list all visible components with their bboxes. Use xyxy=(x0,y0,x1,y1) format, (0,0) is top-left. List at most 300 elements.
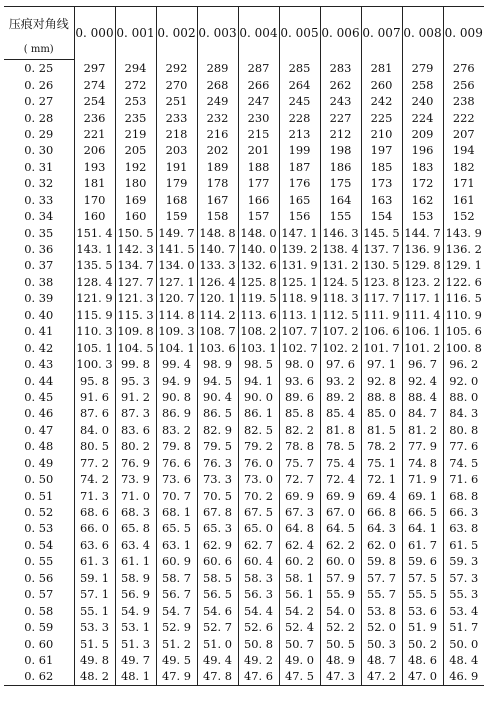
table-row xyxy=(4,290,484,306)
hardness-value: 72. 1 xyxy=(361,471,402,487)
column-header: 0. 008 xyxy=(402,7,443,60)
hardness-value: 76. 3 xyxy=(197,455,238,471)
hardness-value: 57. 3 xyxy=(443,570,484,586)
column-header: 0. 006 xyxy=(320,7,361,60)
hardness-value: 207 xyxy=(443,126,484,142)
hardness-value: 68. 6 xyxy=(74,504,115,520)
hardness-value: 108. 7 xyxy=(197,323,238,339)
hardness-value: 130. 5 xyxy=(361,257,402,273)
hardness-value: 64. 8 xyxy=(279,520,320,536)
hardness-value: 107. 7 xyxy=(279,323,320,339)
hardness-value: 111. 4 xyxy=(402,307,443,323)
table-row xyxy=(4,126,484,142)
hardness-value: 272 xyxy=(115,76,156,92)
hardness-value: 51. 9 xyxy=(402,619,443,635)
hardness-value: 50. 2 xyxy=(402,635,443,651)
hardness-value: 100. 3 xyxy=(74,356,115,372)
hardness-value: 196 xyxy=(402,142,443,158)
hardness-value: 134. 0 xyxy=(156,257,197,273)
hardness-value: 249 xyxy=(197,93,238,109)
hardness-value: 79. 2 xyxy=(238,438,279,454)
table-header xyxy=(4,7,484,60)
hardness-value: 136. 9 xyxy=(402,241,443,257)
hardness-value: 59. 8 xyxy=(361,553,402,569)
hardness-value: 69. 1 xyxy=(402,487,443,503)
hardness-value: 90. 4 xyxy=(197,389,238,405)
hardness-value: 51. 5 xyxy=(74,635,115,651)
hardness-value: 70. 2 xyxy=(238,487,279,503)
hardness-value: 143. 1 xyxy=(74,241,115,257)
hardness-value: 57. 1 xyxy=(74,586,115,602)
hardness-value: 69. 9 xyxy=(279,487,320,503)
hardness-value: 55. 7 xyxy=(361,586,402,602)
hardness-value: 77. 9 xyxy=(402,438,443,454)
hardness-value: 70. 7 xyxy=(156,487,197,503)
hardness-value: 95. 3 xyxy=(115,372,156,388)
hardness-value: 152 xyxy=(443,208,484,224)
hardness-value: 47. 9 xyxy=(156,668,197,685)
hardness-value: 60. 4 xyxy=(238,553,279,569)
hardness-value: 145. 5 xyxy=(361,224,402,240)
hardness-value: 113. 1 xyxy=(279,307,320,323)
column-header: 0. 001 xyxy=(115,7,156,60)
column-header: 0. 003 xyxy=(197,7,238,60)
hardness-value: 141. 5 xyxy=(156,241,197,257)
hardness-value: 71. 0 xyxy=(115,487,156,503)
row-diagonal: 0. 36 xyxy=(24,242,54,257)
table-row xyxy=(4,619,484,635)
row-diagonal: 0. 44 xyxy=(24,373,54,388)
hardness-table-sheet xyxy=(4,6,484,686)
hardness-value: 52. 0 xyxy=(361,619,402,635)
table-row xyxy=(4,192,484,208)
row-diagonal: 0. 53 xyxy=(24,521,54,536)
hardness-value: 183 xyxy=(402,159,443,175)
hardness-value: 140. 0 xyxy=(238,241,279,257)
hardness-value: 188 xyxy=(238,159,279,175)
hardness-value: 163 xyxy=(361,192,402,208)
hardness-value: 48. 1 xyxy=(115,668,156,685)
hardness-value: 121. 3 xyxy=(115,290,156,306)
hardness-value: 85. 4 xyxy=(320,405,361,421)
hardness-value: 186 xyxy=(320,159,361,175)
hardness-value: 61. 3 xyxy=(74,553,115,569)
hardness-value: 73. 0 xyxy=(238,471,279,487)
hardness-value: 224 xyxy=(402,109,443,125)
hardness-value: 232 xyxy=(197,109,238,125)
table-row xyxy=(4,438,484,454)
hardness-value: 74. 2 xyxy=(74,471,115,487)
hardness-value: 136. 2 xyxy=(443,241,484,257)
hardness-value: 63. 6 xyxy=(74,537,115,553)
hardness-value: 47. 8 xyxy=(197,668,238,685)
hardness-value: 219 xyxy=(115,126,156,142)
row-diagonal: 0. 40 xyxy=(24,307,54,322)
hardness-value: 54. 0 xyxy=(320,602,361,618)
hardness-value: 48. 6 xyxy=(402,652,443,668)
table-row xyxy=(4,307,484,323)
hardness-value: 279 xyxy=(402,60,443,77)
hardness-value: 88. 4 xyxy=(402,389,443,405)
hardness-value: 104. 5 xyxy=(115,339,156,355)
hardness-value: 81. 8 xyxy=(320,422,361,438)
hardness-value: 206 xyxy=(74,142,115,158)
hardness-value: 103. 1 xyxy=(238,339,279,355)
hardness-value: 156 xyxy=(279,208,320,224)
hardness-value: 105. 1 xyxy=(74,339,115,355)
table-row xyxy=(4,471,484,487)
hardness-value: 72. 4 xyxy=(320,471,361,487)
table-row xyxy=(4,76,484,92)
hardness-value: 79. 8 xyxy=(156,438,197,454)
hardness-value: 88. 0 xyxy=(443,389,484,405)
hardness-value: 258 xyxy=(402,76,443,92)
column-header: 0. 009 xyxy=(443,7,484,60)
table-row xyxy=(4,537,484,553)
hardness-value: 53. 4 xyxy=(443,602,484,618)
row-diagonal: 0. 38 xyxy=(24,274,54,289)
hardness-value: 189 xyxy=(197,159,238,175)
row-diagonal: 0. 39 xyxy=(24,291,54,306)
hardness-value: 49. 5 xyxy=(156,652,197,668)
hardness-value: 66. 0 xyxy=(74,520,115,536)
hardness-value: 137. 7 xyxy=(361,241,402,257)
hardness-value: 58. 7 xyxy=(156,570,197,586)
row-diagonal: 0. 26 xyxy=(24,77,54,92)
column-header: 0. 004 xyxy=(238,7,279,60)
hardness-value: 289 xyxy=(197,60,238,77)
hardness-value: 89. 2 xyxy=(320,389,361,405)
hardness-value: 83. 6 xyxy=(115,422,156,438)
hardness-value: 81. 5 xyxy=(361,422,402,438)
hardness-value: 76. 6 xyxy=(156,455,197,471)
hardness-value: 56. 5 xyxy=(197,586,238,602)
table-row xyxy=(4,455,484,471)
hardness-value: 109. 3 xyxy=(156,323,197,339)
hardness-value: 87. 3 xyxy=(115,405,156,421)
hardness-value: 67. 8 xyxy=(197,504,238,520)
hardness-value: 256 xyxy=(443,76,484,92)
hardness-value: 55. 3 xyxy=(443,586,484,602)
hardness-value: 274 xyxy=(74,76,115,92)
hardness-value: 47. 3 xyxy=(320,668,361,685)
hardness-value: 82. 2 xyxy=(279,422,320,438)
hardness-value: 93. 6 xyxy=(279,372,320,388)
column-header: 0. 005 xyxy=(279,7,320,60)
hardness-value: 53. 1 xyxy=(115,619,156,635)
hardness-value: 53. 8 xyxy=(361,602,402,618)
table-row xyxy=(4,356,484,372)
hardness-value: 64. 5 xyxy=(320,520,361,536)
hardness-value: 287 xyxy=(238,60,279,77)
hardness-value: 155 xyxy=(320,208,361,224)
hardness-value: 112. 5 xyxy=(320,307,361,323)
hardness-value: 233 xyxy=(156,109,197,125)
table-row xyxy=(4,520,484,536)
hardness-value: 254 xyxy=(74,93,115,109)
hardness-value: 198 xyxy=(320,142,361,158)
hardness-value: 168 xyxy=(156,192,197,208)
hardness-value: 52. 9 xyxy=(156,619,197,635)
hardness-value: 88. 8 xyxy=(361,389,402,405)
hardness-value: 92. 8 xyxy=(361,372,402,388)
table-body xyxy=(4,60,484,686)
header-label: 压痕对角线 xyxy=(4,7,74,40)
hardness-value: 75. 4 xyxy=(320,455,361,471)
hardness-value: 90. 0 xyxy=(238,389,279,405)
table-row xyxy=(4,109,484,125)
hardness-value: 66. 5 xyxy=(402,504,443,520)
hardness-value: 94. 1 xyxy=(238,372,279,388)
hardness-value: 120. 7 xyxy=(156,290,197,306)
hardness-value: 84. 7 xyxy=(402,405,443,421)
row-diagonal: 0. 51 xyxy=(24,488,54,503)
table-row xyxy=(4,668,484,685)
hardness-value: 80. 8 xyxy=(443,422,484,438)
hardness-value: 140. 7 xyxy=(197,241,238,257)
row-diagonal: 0. 32 xyxy=(24,176,54,191)
table-row xyxy=(4,405,484,421)
hardness-value: 59. 1 xyxy=(74,570,115,586)
hardness-value: 97. 6 xyxy=(320,356,361,372)
hardness-value: 67. 5 xyxy=(238,504,279,520)
hardness-value: 103. 6 xyxy=(197,339,238,355)
hardness-value: 70. 5 xyxy=(197,487,238,503)
table-row xyxy=(4,175,484,191)
hardness-value: 99. 8 xyxy=(115,356,156,372)
row-diagonal: 0. 41 xyxy=(24,324,54,339)
hardness-value: 194 xyxy=(443,142,484,158)
hardness-value: 209 xyxy=(402,126,443,142)
hardness-value: 125. 1 xyxy=(279,274,320,290)
table-row xyxy=(4,60,484,77)
hardness-value: 236 xyxy=(74,109,115,125)
hardness-value: 167 xyxy=(197,192,238,208)
hardness-value: 270 xyxy=(156,76,197,92)
row-diagonal: 0. 42 xyxy=(24,340,54,355)
hardness-value: 62. 2 xyxy=(320,537,361,553)
hardness-value: 268 xyxy=(197,76,238,92)
hardness-value: 54. 2 xyxy=(279,602,320,618)
hardness-value: 227 xyxy=(320,109,361,125)
hardness-value: 93. 2 xyxy=(320,372,361,388)
hardness-value: 73. 9 xyxy=(115,471,156,487)
hardness-value: 85. 8 xyxy=(279,405,320,421)
row-diagonal: 0. 35 xyxy=(24,225,54,240)
hardness-value: 264 xyxy=(279,76,320,92)
hardness-value: 58. 1 xyxy=(279,570,320,586)
hardness-value: 120. 1 xyxy=(197,290,238,306)
hardness-value: 166 xyxy=(238,192,279,208)
hardness-value: 192 xyxy=(115,159,156,175)
hardness-value: 203 xyxy=(156,142,197,158)
table-row xyxy=(4,586,484,602)
hardness-value: 74. 8 xyxy=(402,455,443,471)
hardness-value: 52. 2 xyxy=(320,619,361,635)
hardness-value: 170 xyxy=(74,192,115,208)
hardness-value: 99. 4 xyxy=(156,356,197,372)
table-row xyxy=(4,224,484,240)
row-diagonal: 0. 33 xyxy=(24,192,54,207)
hardness-value: 173 xyxy=(361,175,402,191)
table-row xyxy=(4,323,484,339)
hardness-value: 60. 0 xyxy=(320,553,361,569)
table-row xyxy=(4,422,484,438)
hardness-value: 71. 6 xyxy=(443,471,484,487)
hardness-value: 205 xyxy=(115,142,156,158)
hardness-value: 72. 7 xyxy=(279,471,320,487)
hardness-value: 162 xyxy=(402,192,443,208)
hardness-value: 143. 9 xyxy=(443,224,484,240)
hardness-value: 127. 7 xyxy=(115,274,156,290)
hardness-value: 179 xyxy=(156,175,197,191)
hardness-value: 161 xyxy=(443,192,484,208)
hardness-value: 86. 5 xyxy=(197,405,238,421)
hardness-value: 77. 2 xyxy=(74,455,115,471)
hardness-value: 102. 7 xyxy=(279,339,320,355)
table-row xyxy=(4,553,484,569)
hardness-value: 222 xyxy=(443,109,484,125)
hardness-value: 125. 8 xyxy=(238,274,279,290)
hardness-value: 54. 9 xyxy=(115,602,156,618)
row-diagonal: 0. 52 xyxy=(24,505,54,520)
hardness-value: 262 xyxy=(320,76,361,92)
hardness-value: 61. 7 xyxy=(402,537,443,553)
hardness-value: 193 xyxy=(74,159,115,175)
hardness-value: 106. 6 xyxy=(361,323,402,339)
hardness-value: 213 xyxy=(279,126,320,142)
hardness-value: 81. 2 xyxy=(402,422,443,438)
hardness-value: 67. 0 xyxy=(320,504,361,520)
hardness-value: 114. 2 xyxy=(197,307,238,323)
hardness-value: 48. 2 xyxy=(74,668,115,685)
row-diagonal: 0. 47 xyxy=(24,422,54,437)
hardness-value: 126. 4 xyxy=(197,274,238,290)
hardness-value: 65. 0 xyxy=(238,520,279,536)
table-row xyxy=(4,257,484,273)
hardness-value: 230 xyxy=(238,109,279,125)
hardness-value: 84. 0 xyxy=(74,422,115,438)
row-diagonal: 0. 46 xyxy=(24,406,54,421)
hardness-value: 113. 6 xyxy=(238,307,279,323)
hardness-value: 187 xyxy=(279,159,320,175)
hardness-value: 66. 3 xyxy=(443,504,484,520)
hardness-value: 91. 6 xyxy=(74,389,115,405)
hardness-value: 57. 7 xyxy=(361,570,402,586)
hardness-value: 56. 3 xyxy=(238,586,279,602)
hardness-value: 89. 6 xyxy=(279,389,320,405)
hardness-value: 119. 5 xyxy=(238,290,279,306)
hardness-value: 77. 6 xyxy=(443,438,484,454)
hardness-value: 52. 4 xyxy=(279,619,320,635)
hardness-value: 49. 7 xyxy=(115,652,156,668)
table-row xyxy=(4,487,484,503)
hardness-value: 101. 7 xyxy=(361,339,402,355)
hardness-value: 85. 0 xyxy=(361,405,402,421)
hardness-value: 62. 7 xyxy=(238,537,279,553)
column-header: 0. 002 xyxy=(156,7,197,60)
hardness-value: 105. 6 xyxy=(443,323,484,339)
hardness-value: 238 xyxy=(443,93,484,109)
hardness-value: 181 xyxy=(74,175,115,191)
hardness-value: 83. 2 xyxy=(156,422,197,438)
hardness-value: 71. 9 xyxy=(402,471,443,487)
hardness-value: 128. 4 xyxy=(74,274,115,290)
hardness-value: 49. 8 xyxy=(74,652,115,668)
hardness-value: 138. 4 xyxy=(320,241,361,257)
hardness-value: 131. 9 xyxy=(279,257,320,273)
hardness-value: 235 xyxy=(115,109,156,125)
hardness-value: 64. 1 xyxy=(402,520,443,536)
hardness-value: 147. 1 xyxy=(279,224,320,240)
hardness-value: 164 xyxy=(320,192,361,208)
hardness-value: 78. 8 xyxy=(279,438,320,454)
hardness-value: 56. 9 xyxy=(115,586,156,602)
hardness-value: 52. 7 xyxy=(197,619,238,635)
hardness-value: 180 xyxy=(115,175,156,191)
hardness-value: 49. 0 xyxy=(279,652,320,668)
hardness-value: 266 xyxy=(238,76,279,92)
hardness-value: 49. 4 xyxy=(197,652,238,668)
hardness-value: 215 xyxy=(238,126,279,142)
table-row xyxy=(4,372,484,388)
hardness-value: 47. 6 xyxy=(238,668,279,685)
hardness-value: 260 xyxy=(361,76,402,92)
hardness-value: 65. 3 xyxy=(197,520,238,536)
hardness-value: 80. 5 xyxy=(74,438,115,454)
hardness-value: 58. 3 xyxy=(238,570,279,586)
hardness-value: 55. 9 xyxy=(320,586,361,602)
hardness-value: 115. 9 xyxy=(74,307,115,323)
row-diagonal: 0. 59 xyxy=(24,620,54,635)
hardness-value: 50. 5 xyxy=(320,635,361,651)
hardness-value: 84. 3 xyxy=(443,405,484,421)
hardness-value: 50. 3 xyxy=(361,635,402,651)
hardness-value: 49. 2 xyxy=(238,652,279,668)
hardness-value: 78. 2 xyxy=(361,438,402,454)
hardness-value: 66. 8 xyxy=(361,504,402,520)
table-row xyxy=(4,635,484,651)
hardness-value: 82. 9 xyxy=(197,422,238,438)
hardness-value: 94. 5 xyxy=(197,372,238,388)
hardness-value: 55. 1 xyxy=(74,602,115,618)
hardness-value: 110. 9 xyxy=(443,307,484,323)
hardness-value: 92. 4 xyxy=(402,372,443,388)
hardness-value: 243 xyxy=(320,93,361,109)
hardness-value: 59. 3 xyxy=(443,553,484,569)
hardness-value: 118. 3 xyxy=(320,290,361,306)
hardness-value: 134. 7 xyxy=(115,257,156,273)
hardness-value: 92. 0 xyxy=(443,372,484,388)
table-row xyxy=(4,339,484,355)
hardness-value: 50. 7 xyxy=(279,635,320,651)
hardness-value: 185 xyxy=(361,159,402,175)
header-unit: ( mm) xyxy=(4,39,74,60)
hardness-value: 75. 1 xyxy=(361,455,402,471)
hardness-value: 76. 9 xyxy=(115,455,156,471)
row-diagonal: 0. 28 xyxy=(24,110,54,125)
hardness-value: 47. 5 xyxy=(279,668,320,685)
row-diagonal: 0. 34 xyxy=(24,209,54,224)
hardness-value: 177 xyxy=(238,175,279,191)
row-diagonal: 0. 49 xyxy=(24,455,54,470)
hardness-value: 131. 2 xyxy=(320,257,361,273)
hardness-value: 65. 5 xyxy=(156,520,197,536)
hardness-value: 55. 5 xyxy=(402,586,443,602)
hardness-value: 95. 8 xyxy=(74,372,115,388)
hardness-value: 96. 7 xyxy=(402,356,443,372)
hardness-value: 60. 2 xyxy=(279,553,320,569)
